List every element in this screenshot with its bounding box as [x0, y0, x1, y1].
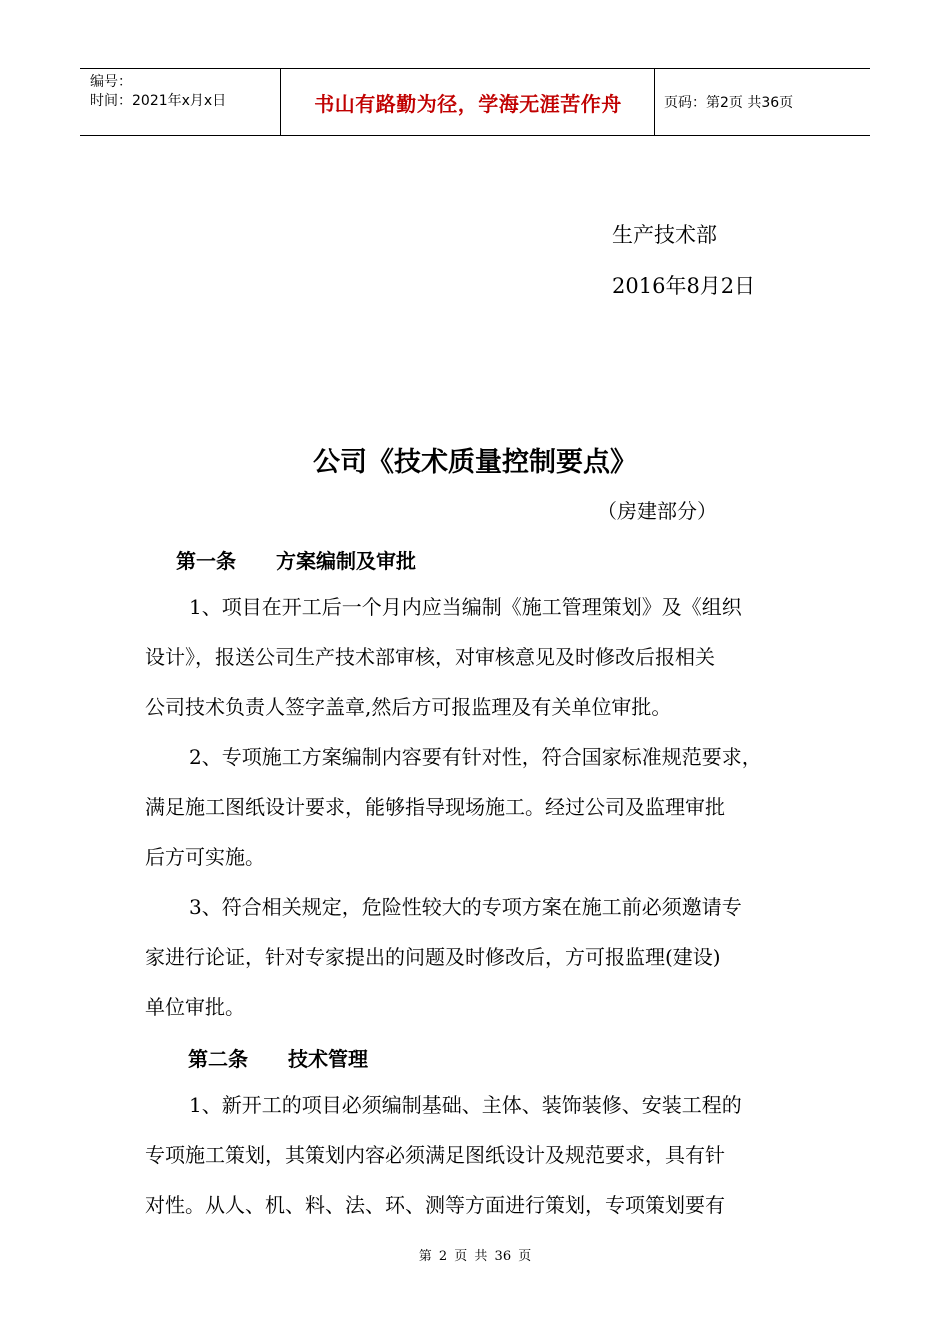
header-motto: 书山有路勤为径，学海无涯苦作舟	[314, 91, 622, 116]
paragraph-line: 家进行论证，针对专家提出的问题及时修改后，方可报监理(建设)	[145, 945, 721, 969]
paragraph	[145, 1090, 835, 1240]
section-heading	[176, 545, 416, 574]
paragraph-line: 后方可实施。	[145, 845, 265, 869]
paragraph	[145, 592, 835, 742]
paragraph-line: 对性。从人、机、料、法、环、测等方面进行策划，专项策划要有	[145, 1193, 725, 1217]
page-footer: 第 2 页 共 36 页	[418, 1249, 532, 1264]
paragraph	[145, 742, 835, 892]
serial-number-label: 编号：	[90, 74, 132, 90]
header-left-cell	[90, 73, 226, 111]
time-label: 时间：2021年x月x日	[90, 93, 227, 109]
paragraph-line: 1、新开工的项目必须编制基础、主体、装饰装修、安装工程的	[189, 1093, 742, 1117]
paragraph-line: 2、专项施工方案编制内容要有针对性，符合国家标准规范要求，	[189, 745, 762, 769]
section-title: 方案编制及审批	[276, 549, 416, 573]
section-title: 技术管理	[288, 1047, 368, 1071]
header-table	[80, 68, 870, 136]
header-divider	[280, 69, 281, 135]
document-title: 公司《技术质量控制要点》	[313, 447, 637, 478]
document-subtitle: （房建部分）	[597, 499, 717, 523]
paragraph-line: 设计》，报送公司生产技术部审核，对审核意见及时修改后报相关	[145, 645, 715, 669]
section-number: 第一条	[176, 549, 236, 573]
paragraph-line: 3、符合相关规定，危险性较大的专项方案在施工前必须邀请专	[189, 895, 742, 919]
paragraph-line: 专项施工策划，其策划内容必须满足图纸设计及规范要求，具有针	[145, 1143, 725, 1167]
paragraph-line: 满足施工图纸设计要求，能够指导现场施工。经过公司及监理审批	[145, 795, 725, 819]
paragraph-line: 1、项目在开工后一个月内应当编制《施工管理策划》及《组织	[189, 595, 742, 619]
paragraph-line: 公司技术负责人签字盖章,然后方可报监理及有关单位审批。	[145, 695, 672, 719]
paragraph-line: 单位审批。	[145, 995, 245, 1019]
paragraph	[145, 892, 835, 1042]
signature-department: 生产技术部	[612, 223, 717, 247]
signature-date: 2016年8月2日	[612, 274, 756, 298]
section-number: 第二条	[188, 1047, 248, 1071]
section-heading	[188, 1043, 368, 1072]
header-divider	[654, 69, 655, 135]
header-page-info: 页码：第2页 共36页	[664, 95, 794, 111]
